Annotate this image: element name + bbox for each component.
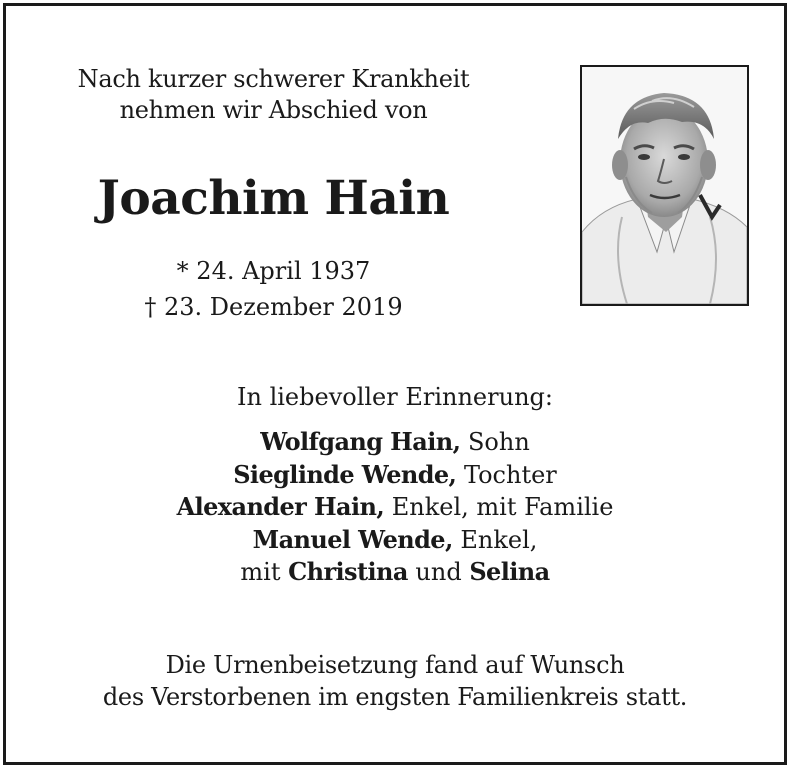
mourner-relation: Enkel,: [452, 525, 538, 554]
mourner-line: [6, 426, 784, 459]
deceased-name: Joachim Hain: [97, 171, 450, 226]
mourner-name: Manuel Wende,: [252, 524, 453, 554]
mourner-line: [6, 491, 784, 524]
portrait-photo: [580, 65, 749, 306]
obituary-notice: [3, 3, 787, 765]
mourner-name: Sieglinde Wende,: [233, 459, 457, 489]
closing-line-1: Die Urnenbeisetzung fand auf Wunsch: [165, 651, 625, 679]
mourner-relation: Enkel, mit Familie: [384, 493, 614, 521]
intro-text: [46, 64, 501, 126]
intro-line-2: nehmen wir Abschied von: [119, 96, 428, 124]
mourner-name: Selina: [469, 557, 550, 586]
closing-text: [6, 649, 784, 713]
mourner-relation: Tochter: [456, 460, 557, 489]
mourner-line: [6, 524, 784, 557]
birth-date: * 24. April 1937: [176, 257, 371, 285]
mourner-line: [6, 556, 784, 589]
mourner-name: Christina: [288, 557, 408, 586]
death-date: † 23. Dezember 2019: [144, 293, 403, 321]
mourner-connector: mit: [240, 558, 289, 586]
mourner-relation: Sohn: [460, 428, 530, 456]
closing-line-2: des Verstorbenen im engsten Familienkreis statt.: [102, 683, 688, 711]
life-dates: [46, 253, 501, 325]
intro-line-1: Nach kurzer schwerer Krankheit: [77, 65, 470, 93]
memory-heading: In liebevoller Erinnerung:: [237, 383, 553, 411]
mourner-name: Alexander Hain,: [176, 492, 385, 521]
mourners-list: [6, 426, 784, 589]
mourner-connector: und: [407, 558, 470, 586]
portrait-image: [582, 67, 747, 304]
mourner-line: [6, 459, 784, 492]
mourner-name: Wolfgang Hain,: [260, 427, 461, 456]
